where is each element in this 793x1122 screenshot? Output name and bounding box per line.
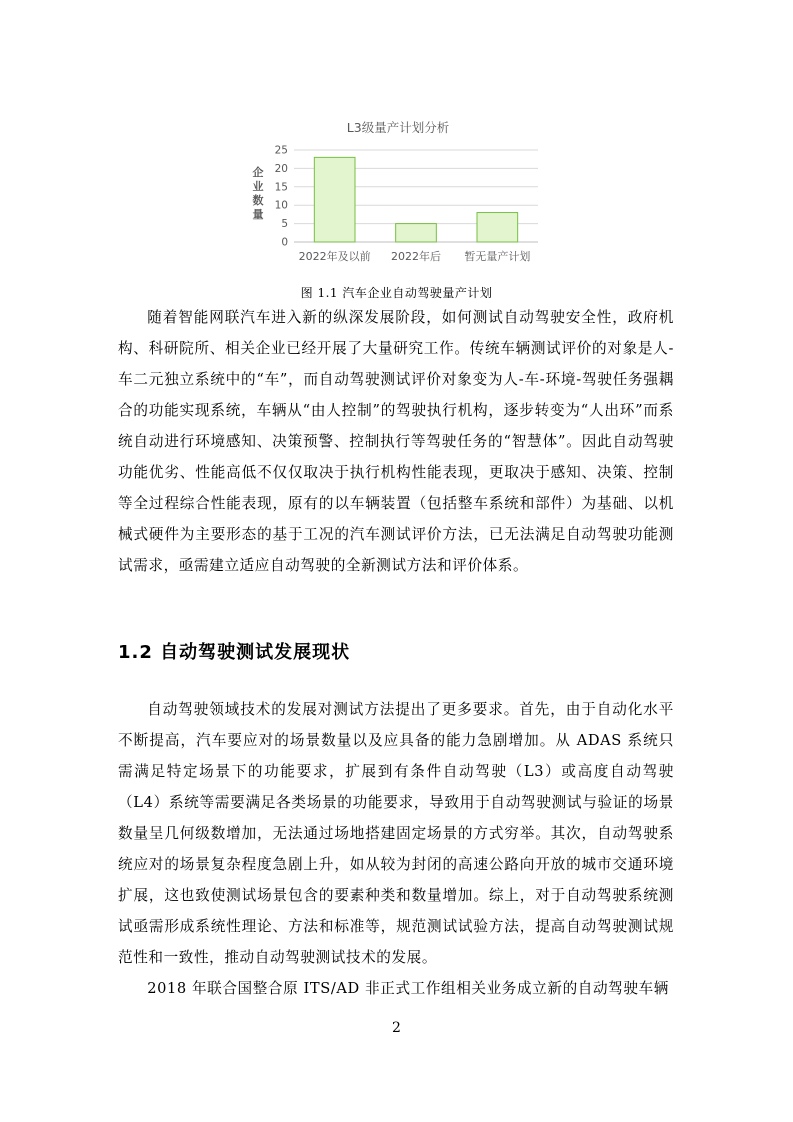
y-axis-label: 企业数量 — [252, 166, 264, 221]
y-tick-label: 5 — [281, 218, 288, 231]
paragraph-intro: 随着智能网联汽车进入新的纵深发展阶段，如何测试自动驾驶安全性，政府机构、科研院所、相关企业已经开展了大量研究工作。传统车辆测试评价的对象是人-车二元独立系统中的“车”，而自动驾驶测试评价对象变为人-车-环境-驾驶任务强耦合的功能实现系统，车辆从“由人控制”的驾驶执行机构，逐步转变为“人出环”而系统自动进行环境感知、决策预警、控制执行等驾驶任务的“智慧体”。因此自动驾驶功能优劣、性能高低不仅仅取决于执行机构性能表现，更取决于感知、决策、控制等全过程综合性能表现，原有的以车辆装置（包括整车系统和部件）为基础、以机械式硬件为主要形态的基于工况的汽车测试评价方法，已无法满足自动驾驶功能测试需求，亟需建立适应自动驾驶的全新测试方法和评价体系。 — [118, 309, 674, 574]
bar — [314, 157, 355, 242]
paragraph-un: 2018 年联合国整合原 ITS/AD 非正式工作组相关业务成立新的自动驾驶车辆 — [147, 980, 669, 997]
chart-svg — [248, 110, 548, 270]
paragraph-requirements: 自动驾驶领域技术的发展对测试方法提出了更多要求。首先，由于自动化水平不断提高，汽车要应对的场景数量以及应具备的能力急剧增加。从 ADAS 系统只需满足特定场景下的功能要求，扩展到有条件自动驾驶（L3）或高度自动驾驶（L4）系统等需要满足各类场景的功能要求，导致用于自动驾驶测试与验证的场景数量呈几何级数增加，无法通过场地搭建固定场景的方式穷举。其次，自动驾驶系统应对的场景复杂程度急剧上升，如从较为封闭的高速公路向开放的城市交通环境扩展，这也致使测试场景包含的要素种类和数量增加。综上，对于自动驾驶系统测试亟需形成系统性理论、方法和标准等，规范测试试验方法，提高自动驾驶测试规范性和一致性，推动自动驾驶测试技术的发展。 — [118, 701, 674, 966]
page-number: 2 — [392, 1020, 401, 1036]
bar — [396, 224, 437, 242]
y-tick-label: 15 — [274, 181, 288, 194]
bar — [477, 213, 518, 242]
bar-chart — [248, 110, 548, 270]
y-tick-label: 25 — [274, 144, 288, 157]
chart-title: L3级量产计划分析 — [346, 120, 450, 135]
y-tick-label: 20 — [274, 162, 288, 175]
x-tick-label: 2022年及以前 — [298, 250, 371, 263]
section-heading: 1.2 自动驾驶测试发展现状 — [118, 642, 351, 663]
x-tick-label: 暂无量产计划 — [464, 250, 531, 263]
y-tick-label: 10 — [274, 199, 288, 212]
y-tick-label: 0 — [281, 236, 288, 249]
figure-caption: 图 1.1 汽车企业自动驾驶量产计划 — [300, 286, 493, 300]
x-tick-label: 2022年后 — [391, 250, 441, 263]
